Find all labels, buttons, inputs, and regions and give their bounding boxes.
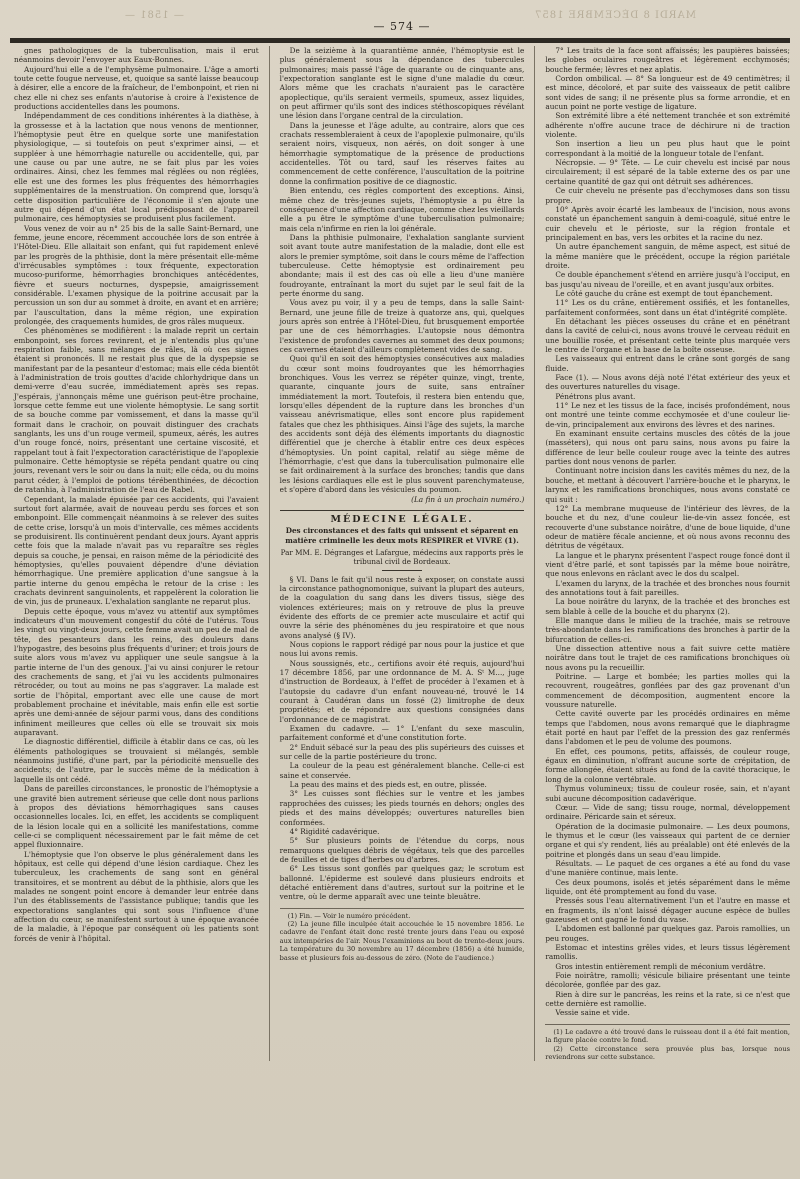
paragraph: Cette cavité ouverte par les procédés ordinaires en même temps que l'abdomen, nous avons remarqué que le diaphragme était porté en haut par l'effet de la pression des gaz renfermés dans l'abdomen et le peu de volume des poumons.	[545, 709, 791, 747]
paragraph: 6° Les tissus sont gonflés par quelques gaz; le scrotum est ballonné. L'épiderme est soulevé dans plusieurs endroits et détaché entièrement dans d'autres, surtout sur la poitrine et le ventre, où le derme apparaît avec une teinte bleuâtre.	[279, 864, 525, 902]
paragraph: Pressés sous l'eau alternativement l'un et l'autre en masse et en fragments, ils n'ont laissé dégager aucune espèce de bulles gazeuses et ont gagné le fond du vase.	[545, 896, 791, 924]
footnotes	[545, 1024, 790, 1062]
paragraph: Face (1). — Nous avons déjà noté l'état extérieur des yeux et des ouvertures naturelles du visage.	[545, 373, 791, 392]
section-rule	[280, 510, 525, 511]
paragraph: Indépendamment de ces conditions inhérentes à la diathèse, à la grossesse et à la lactation que nous venons de mentionner, l'hémoptysie peut être en quelque sorte une manifestation physiologique, — si toutefois on peut s'exprimer ainsi, — et suppléer à une hémorrhagie naturelle ou accidentelle, qui, par une cause ou par une autre, ne se fait plus par les voies ordinaires. Ainsi, chez les femmes mal réglées ou non réglées, elle est une des formes les plus fréquentes des hémorrhagies supplémentaires de la menstruation. On comprend que, lorsqu'à cette disposition particulière de l'économie il s'en ajoute une autre qui dépend d'un état local prédisposant de l'appareil pulmonaire, ces hémoptysies se produisent plus facilement.	[14, 111, 259, 224]
paragraph: Depuis cette époque, vous m'avez vu attentif aux symptômes indicateurs d'un mouvement congestif du côté de l'utérus. Tous les vingt ou vingt-deux jours, cette femme avait un peu de mal de tête, des pesanteurs dans les reins, des douleurs dans l'hypogastre, des besoins plus fréquents d'uriner; et trois jours de suite alors vous m'avez vu appliquer une seule sangsue à la partie interne de l'un des genoux. J'ai vu ainsi conjurer le retour des crachements de sang, et j'ai vu les accidents pulmonaires rétrocéder, ou tout au moins ne pas s'aggraver. La malade est sortie de l'hôpital, emportant avec elle une cause de mort probablement prochaine et inévitable, mais enfin elle est sortie après une demi-année de séjour parmi vous, dans des conditions infiniment meilleures que celles où elle se trouvait six mois auparavant.	[14, 606, 259, 738]
paragraph: Aujourd'hui elle a de l'emphysème pulmonaire. L'âge a amorti toute cette fougue nerveuse, et, quoique sa santé laisse beaucoup à désirer, elle a encore de la fraîcheur, de l'embonpoint, et rien ni chez elle ni chez ses enfants n'autorise à croire à l'existence de productions accidentelles dans les poumons.	[14, 64, 259, 112]
paragraph: § VI. Dans le fait qu'il nous reste à exposer, on constate aussi la circonstance pathognomonique, suivant la plupart des auteurs, de la coagulation du sang dans les divers tissus, siège des violences extérieures; mais on y retrouve de plus la preuve évidente des efforts de ce premier acte musculaire et actif qui ouvre la série des phénomènes du jeu respiratoire et que nous avons analysé (§ IV).	[279, 574, 525, 640]
paragraph: Opération de la docimasie pulmonaire. — Les deux poumons, le thymus et le cœur (les vaisseaux qui partent de ce dernier organe et qui s'y rendent, liés au préalable) ont été enlevés de la poitrine et plongés dans un seau d'eau limpide.	[545, 821, 791, 859]
paragraph: L'hémoptysie que l'on observe le plus généralement dans les hôpitaux, est celle qui dépend d'une lésion cardiaque. Chez les tuberculeux, les crachements de sang sont en général transitoires, et se montrent au début de la phthisie, alors que les malades ne songent point encore à demander leur entrée dans l'un des établissements de l'assistance publique; tandis que les expectorations sanglantes qui sont sous l'influence d'une affection du cœur, se manifestent surtout à une époque avancée de la maladie, à l'époque par conséquent où les patients sont forcés de venir à l'hôpital.	[14, 849, 259, 943]
paragraph: Rien à dire sur le pancréas, les reins et la rate, si ce n'est que cette dernière est ramollie.	[545, 989, 791, 1009]
column-divider	[269, 46, 270, 1061]
paragraph: La boue noirâtre du larynx, de la trachée et des bronches est sem blable à celle de la bouche et du pharynx (2).	[545, 597, 791, 616]
paragraph: Pénétrons plus avant.	[555, 391, 636, 401]
paragraph: Estomac et intestins grêles vides, et leurs tissus légèrement ramollis.	[545, 943, 791, 962]
paragraph: Elle manque dans le milieu de la trachée, mais se retrouve très-abondante dans les ramifications des bronches à partir de la bifurcation de celles-ci.	[545, 615, 791, 644]
paragraph: Le diagnostic différentiel, difficile à établir dans ce cas, où les éléments pathologiques se trouvaient si mélangés, semble néanmoins justifié, d'une part, par la périodicité mensuelle des accidents; de l'autre, par le succès même de la médication à laquelle ils ont cédé.	[14, 737, 259, 784]
continuation-note: (La fin à un prochain numéro.)	[411, 494, 525, 504]
paragraph: 5° Sur plusieurs points de l'étendue du corps, nous remarquons quelques débris de végétaux, tels que des parcelles de feuilles et de tiges d'herbes ou d'arbres.	[279, 836, 525, 864]
paragraph: Ce double épanchement s'étend en arrière jusqu'à l'occiput, en bas jusqu'au niveau de l'oreille, et en avant jusqu'aux orbites.	[545, 270, 791, 289]
paragraph: Un autre épanchement sanguin, de même aspect, est situé de la même manière que le précédent, occupe la région pariétale droite.	[545, 242, 791, 270]
paragraph: 11° Les os du crâne, entièrement ossifiés, et les fontanelles, parfaitement conformées, sont dans un état d'intégrité complète.	[545, 298, 791, 317]
paragraph: Ces deux poumons, isolés et jetés séparément dans le même liquide, ont été promptement au fond du vase.	[545, 877, 791, 896]
small-rule	[382, 570, 422, 571]
paragraph: Quoi qu'il en soit des hémoptysies consécutives aux maladies du cœur sont moins foudroyantes que les hémorrhagies bronchiques. Vous les verrez se répéter quinze, vingt, trente, quarante, cinquante jours de suite, sans entraîner immédiatement la mort. Toutefois, il restera bien entendu que, lorsqu'elles dépendent de la rupture dans les bronches d'un vaisseau anévrismatique, elles sont encore plus rapidement fatales que chez les phthisiques. Ainsi l'âge des sujets, la marche des accidents sont déjà des éléments importants du diagnostic différentiel que je cherche à établir entre ces deux espèces d'hémoptysies. Un point capital, relatif au siège même de l'hémorrhagie, c'est que dans la tuberculisation pulmonaire elle se fait ordinairement à la surface des bronches; tandis que dans les lésions cardiaques elle est le plus souvent parenchymateuse, et s'opère d'abord dans les vésicules du poumon.	[279, 354, 525, 495]
footnote: (2) Cette circonstance sera prouvée plus bas, lorsque nous reviendrons sur cette substance.	[545, 1044, 791, 1061]
column-3	[545, 46, 790, 1061]
footnotes	[280, 908, 525, 962]
paragraph: L'examen du larynx, de la trachée et des bronches nous fournit des annotations tout à fait pareilles.	[545, 578, 791, 597]
paragraph: Examen du cadavre. — 1° L'enfant du sexe masculin, parfaitement conformé et d'une constitution forte.	[279, 724, 525, 743]
paragraph: Gros intestin entièrement rempli de méconium verdâtre.	[555, 961, 766, 971]
paragraph: 7° Les traits de la face sont affaissés; les paupières baissées; les globes oculaires rougeâtres et légèrement ecchymosés; bouche fermée; lèvres et nez aplatis.	[545, 46, 791, 74]
paragraph: Poitrine. — Large et bombée; les parties molles qui la recouvrent, rougeâtres, gonflées par des gaz provenant d'un commencement de décomposition, augmentent encore la voussure naturelle.	[545, 672, 791, 710]
paragraph: Ce cuir chevelu ne présente pas d'ecchymoses dans son tissu propre.	[545, 186, 791, 205]
paragraph: Cordon ombilical. — 8° Sa longueur est de 49 centimètres; il est mince, décoloré, et par suite des vaisseaux de petit calibre sont vides de sang; il ne présente plus sa forme arrondie, et en aucun point ne porte vestige de ligature.	[545, 74, 791, 112]
paragraph: La peau des mains et des pieds est, en outre, plissée.	[289, 780, 487, 790]
column-divider	[534, 46, 535, 1061]
paragraph: gnes pathologiques de la tuberculisation, mais il erut néanmoins devoir l'envoyer aux Eaux-Bonnes.	[14, 46, 259, 65]
header-rule	[10, 38, 790, 43]
paragraph: Thymus volumineux; tissu de couleur rosée, sain, et n'ayant subi aucune décomposition cadavérique.	[545, 784, 791, 803]
paragraph: Dans la phthisie pulmonaire, l'exhalation sanglante survient soit avant toute autre manifestation de la maladie, dont elle est alors le premier symptôme, soit dans le cours même de l'affection tuberculeuse. Cette hémoptysie est ordinairement peu abondante; mais il est des cas où elle a lieu d'une manière foudroyante, entraînant la mort du sujet par le seul fait de la perte énorme du sang.	[279, 232, 525, 298]
paragraph: La langue et le pharynx présentent l'aspect rouge foncé dont il vient d'être parlé, et sont tapissés par la même boue noirâtre, que nous enlevons en râclant avec le dos du scalpel.	[545, 550, 791, 579]
paragraph: 12° La membrane muqueuse de l'intérieur des lèvres, de la bouche et du nez, d'une couleur lie-de-vin assez foncée, est recouverte d'une substance noirâtre, d'une de boue liquide, d'une odeur de matière fécale ancienne, et où nous avons reconnu des détritus de végétaux.	[545, 503, 791, 551]
article-title: Des circonstances et des faits qui unissent et séparent en matière criminelle les deux mots RESPIRER et VIVRE (1).	[285, 526, 519, 545]
article-authors: Par MM. E. Dégranges et Lafargue, médecins aux rapports près le tribunal civil de Bordeaux.	[280, 547, 524, 567]
paragraph: 4° Rigidité cadavérique.	[289, 826, 380, 836]
paragraph: Son extrémité libre a été nettement tranchée et son extrémité adhérente n'offre aucune trace de déchirure ni de traction violente.	[545, 111, 791, 140]
paragraph: Dans la jeunesse et l'âge adulte, au contraire, alors que ces crachats ressembleraient à ceux de l'apoplexie pulmonaire, qu'ils seraient noirs, visqueux, non aérés, on doit songer à une hémorrhagie symptomatique de la présence de productions accidentelles. Tôt ou tard, sauf les réserves faites au commencement de cette conférence, l'auscultation de la poitrine donne la confirmation positive de ce diagnostic.	[279, 120, 525, 186]
section-title: MÉDECINE LÉGALE.	[330, 513, 474, 525]
footnote: (1) Fin. — Voir le numéro précédent.	[287, 911, 411, 920]
paragraph: Nous soussignés, etc., certifions avoir été requis, aujourd'hui 17 décembre 1856, par une ordonnance de M. A. Sᵗ M..., juge d'instruction de Bordeaux, à l'effet de procéder à l'examen et à l'autopsie du cadavre d'un enfant nouveau-né, trouvé le 14 courant à Caudéran dans un fossé (2) limitrophe de deux propriétés; et de répondre aux questions consignées dans l'ordonnance de ce magistrat.	[279, 658, 525, 724]
paragraph: Résultats. — Le paquet de ces organes a été au fond du vase d'une manière continue, mais lente.	[545, 858, 791, 878]
paragraph: Cependant, la malade épuisée par ces accidents, qui l'avaient surtout fort alarmée, avait de nouveau perdu ses forces et son embonpoint. Elle commençait néanmoins à se relever des suites de cette crise, lorsqu'à un mois d'intervalle, ces mêmes accidents se produisirent. Ils continuèrent pendant deux jours. Ayant appris cette fois que la malade n'avait pas vu reparaître ses règles depuis sa couche, je pensai, en raison même de la périodicité des hémoptysies, qu'elles pouvaient dépendre d'une déviation hémorrhagique. Une première application d'une sangsue à la partie interne du genou empêcha le retour de la crise : les crachats devinrent sanguinolents, et rappelèrent la coloration lie de vin, jus de pruneaux. L'exhalation sanglante ne reparut plus.	[14, 494, 259, 607]
paragraph: Bien entendu, ces règles comportent des exceptions. Ainsi, même chez de très-jeunes sujets, l'hémoptysie a pu être la conséquence d'une affection cardiaque, comme chez les vieillards elle a pu être le symptôme d'une tuberculisation pulmonaire; mais cela n'infirme en rien la loi générale.	[279, 186, 525, 233]
text-columns	[14, 46, 790, 1061]
paragraph: Vous venez de voir au n° 25 bis de la salle Saint-Bernard, une femme, jeune encore, récemment accouchée lors de son entrée à l'Hôtel-Dieu. Elle allaitait son enfant, qui fut rapidement enlevé par les progrès de la phthisie, dont la mère présentait elle-même d'irrécusables symptômes : toux fréquente, expectoration mucoso-puriforme, hémorrhagies bronchiques antécédentes, fièvre et sueurs nocturnes, dyspepsie, amaigrissement considérable. L'examen physique de la poitrine accusait par la percussion un son dur au sommet à droite, en avant et en arrière; par l'auscultation, dans la même région, une expiration prolongée, des craquements humides, de gros râles muqueux.	[14, 223, 259, 326]
bleed-through-text-right: MARDI 8 DÉCEMBRE 1857	[534, 10, 696, 21]
paragraph: Une dissection attentive nous a fait suivre cette matière noirâtre dans tout le trajet de ces ramifications bronchiques où nous avons pu la recueillir.	[545, 644, 791, 672]
page-number: — 574 —	[373, 20, 431, 33]
paragraph: Son insertion a lieu un peu plus haut que le point correspondant à la moitié de la longueur totale de l'enfant.	[545, 139, 791, 158]
paragraph: En effet, ces poumons, petits, affaissés, de couleur rouge, égaux en diminution, n'offrant aucune sorte de crépitation, de forme allongée, étaient situés au fond de la cavité thoracique, le long de la colonne vertébrale.	[545, 746, 791, 784]
paragraph: 3° Les cuisses sont fléchies sur le ventre et les jambes rapprochées des cuisses; les pieds tournés en dehors; ongles des pieds et des mains développés; ouvertures naturelles bien conformées.	[279, 789, 525, 827]
page-header	[14, 6, 790, 46]
paragraph: Nous copions le rapport rédigé par nous pour la justice et que nous lui avons remis.	[279, 639, 525, 659]
column-1	[14, 46, 259, 1061]
paragraph: En examinant ensuite certains muscles des côtés de la joue (masséters), qui nous ont paru sains, nous avons pu faire la différence de leur belle couleur rouge avec la teinte des autres parties dont nous venons de parler.	[545, 429, 791, 467]
bleed-through-text-left: — 1581 —	[124, 10, 184, 21]
paragraph: L'abdomen est ballonné par quelques gaz. Parois ramollies, un peu rouges.	[545, 924, 791, 943]
paragraph: 2° Enduit sébacé sur la peau des plis supérieurs des cuisses et sur celle de la partie postérieure du tronc.	[279, 742, 525, 762]
footnote: (2) La jeune fille inculpée était accouchée le 15 novembre 1856. Le cadavre de l'enfant était donc resté trente jours dans l'eau ou exposé aux intempéries de l'air. Nous l'examinions au bout de trente-deux jours. La température du 30 novembre au 17 décembre (1856) a été humide, basse et plusieurs fois au-dessous de zéro. (Note de l'audience.)	[279, 920, 525, 962]
paragraph: Dans de pareilles circonstances, le pronostic de l'hémoptysie a une gravité bien autrement sérieuse que celle dont nous parlions à propos des déviations hémorrhagiques sans causes occasionnelles locales. Ici, en effet, les accidents se compliquent de la lésion locale qui en a sollicité les manifestations, comme celle-ci se compliquent nécessairement par le fait même de cet appel fluxionnaire.	[14, 784, 259, 850]
paragraph: Vessie saine et vide.	[555, 1008, 630, 1018]
paragraph: Nécropsie. — 9° Tête. — Le cuir chevelu est incisé par nous circulairement; il est séparé de la table externe des os par une certaine quantité de gaz qui ont détruit ses adhérences.	[545, 158, 791, 186]
paragraph: Vous avez pu voir, il y a peu de temps, dans la salle Saint-Bernard, une jeune fille de treize à quatorze ans, qui, quelques jours après son entrée à l'Hôtel-Dieu, fut brusquement emportée par une de ces hémorrhagies. L'autopsie nous démontra l'existence de profondes cavernes au sommet des deux poumons; ces cavernes étaient d'ailleurs complètement vides de sang.	[279, 298, 525, 354]
column-2	[280, 46, 525, 1061]
paragraph: La couleur de la peau est généralement blanche. Celle-ci est saine et conservée.	[279, 761, 525, 780]
footnote: (1) Le cadavre a été trouvé dans le ruisseau dont il a été fait mention, la figure placée contre le fond.	[545, 1027, 791, 1045]
paragraph: De la seizième à la quarantième année, l'hémoptysie est le plus généralement sous la dépendance des tubercules pulmonaires; mais passé l'âge de quarante ou de cinquante ans, l'expectoration sanglante est le signe d'une maladie du cœur. Alors même que les crachats n'auraient pas le caractère apoplectique, qu'ils seraient vermeils, spumeux, assez liquides, on peut affirmer qu'ils sont des indices stéthoscopiques révélant une lésion dans l'organe central de la circulation.	[279, 46, 525, 121]
paragraph: Foie noirâtre, ramolli; vésicule biliaire présentant une teinte décolorée, gonflée par des gaz.	[545, 971, 791, 990]
paragraph: Continuant notre incision dans les cavités mêmes du nez, de la bouche, et mettant à découvert l'arrière-bouche et le pharynx, le larynx et les ramifications bronchiques, nous avons constaté ce qui suit :	[545, 466, 791, 504]
paragraph: 10° Après avoir écarté les lambeaux de l'incision, nous avons constaté un épanchement sanguin à demi-coagulé, situé entre le cuir chevelu et le périoste, sur la région frontale et principalement en bas, vers les orbites et la racine du nez.	[545, 204, 791, 242]
paragraph: En détachant les pièces osseuses du crâne et en pénétrant dans la cavité de celui-ci, nous avons trouvé le cerveau réduit en une bouillie rosée, et présentant cette teinte plus marquée vers le centre de l'organe et la base de la boîte osseuse.	[545, 316, 791, 354]
paragraph: Le côté gauche du crâne est exempt de tout épanchement.	[555, 288, 773, 298]
paragraph: 11° Le nez et les tissus de la face, incisés profondément, nous ont montré une teinte comme ecchymosée et d'une couleur lie-de-vin, principalement aux environs des lèvres et des narines.	[545, 401, 791, 429]
paragraph: Cœur. — Vide de sang; tissu rouge, normal, développement ordinaire. Péricarde sain et séreux.	[545, 802, 791, 822]
paragraph: Les vaisseaux qui entrent dans le crâne sont gorgés de sang fluide.	[545, 354, 791, 373]
paragraph: Ces phénomènes se modifièrent : la malade reprit un certain embonpoint, ses forces revinrent, et je n'entendis plus qu'une respiration faible, sans mélanges de râles, là où ces signes étaient si prononcés. Il ne restait plus que de la dyspepsie se manifestant par de la pesanteur d'estomac; mais elle céda bientôt à l'administration de trois gouttes d'acide chlorhydrique dans un demi-verre d'eau sucrée, immédiatement après ses repas. J'espérais, j'annonçais même une guérison peut-être prochaine, lorsque cette femme eut une violente hémoptysie. Le sang sortit de sa bouche comme par vomissement, et dans la masse qu'il formait dans le crachoir, on pouvait distinguer des crachats sanglants, les uns d'un rouge vermeil, spumeux, aérés, les autres d'un rouge foncé, noirs, présentant une certaine viscosité, et rappelant tout à fait l'expectoration caractéristique de l'apoplexie pulmonaire. Cette hémoptysie se répéta pendant quatre ou cinq jours, revenant vers le soir ou dans la nuit; elle céda, ou du moins parut céder, à l'emploi de potions térébenthinées, de décoction de ratanhia, à l'administration de l'eau de Rabel.	[14, 326, 259, 495]
